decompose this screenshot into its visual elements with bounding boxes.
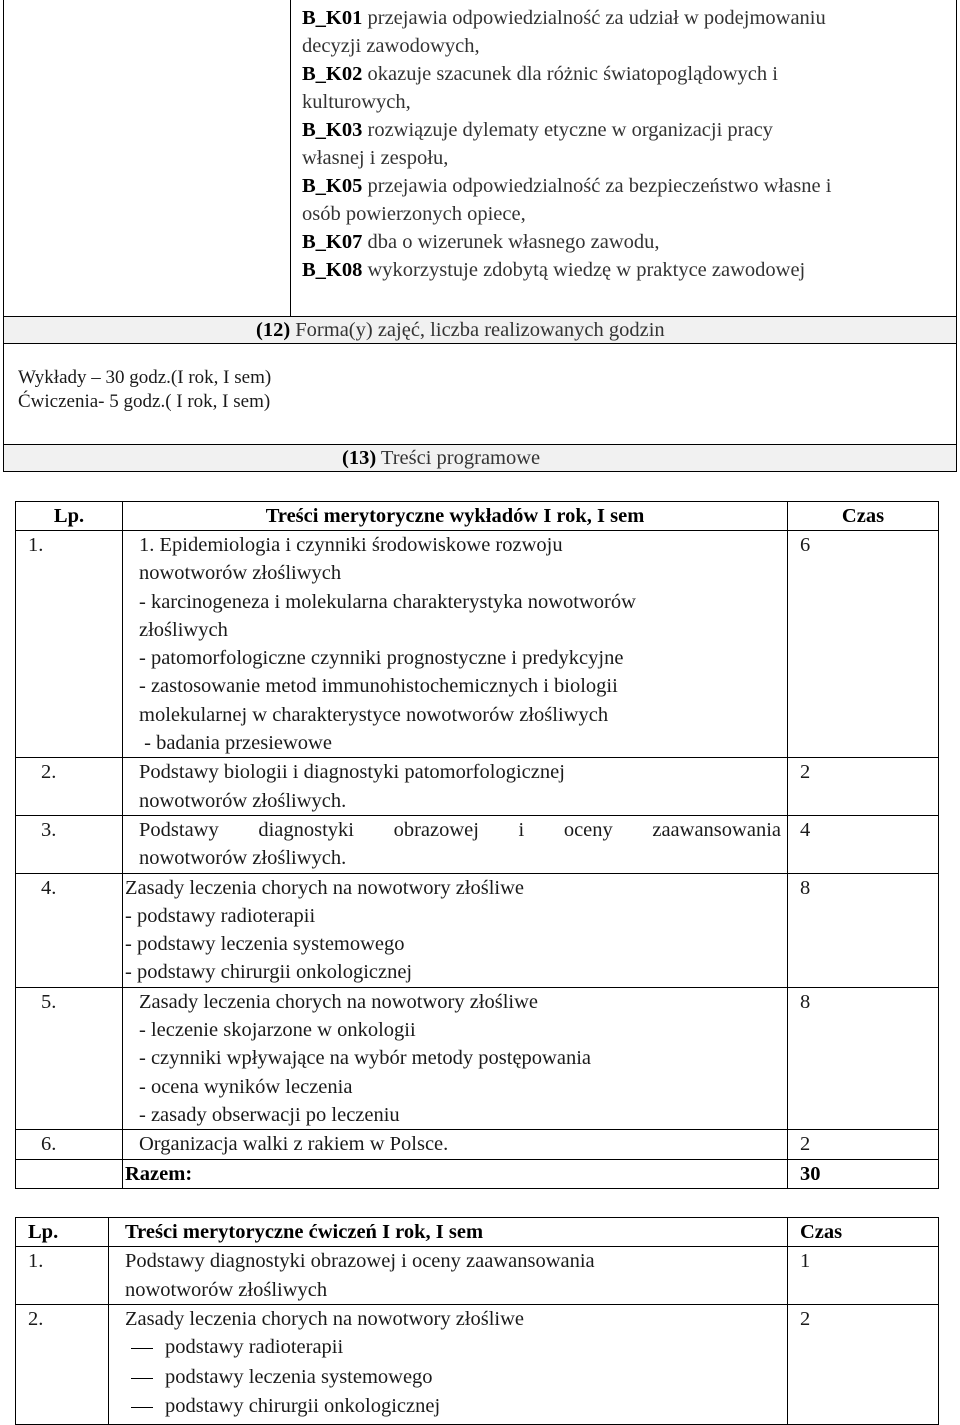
table-row [16,1304,939,1424]
row-content-line: Podstawy diagnostyki obrazowej i oceny zaawansowania [139,818,781,841]
row-lp: 4. [41,876,57,899]
outcome-line: osób powierzonych opiece, [302,203,526,225]
row-content-line: Zasady leczenia chorych na nowotwory złośliwe [125,876,525,899]
row-content-line: Organizacja walki z rakiem w Polsce. [139,1133,449,1156]
row-content-line: nowotworów złośliwych [139,562,342,585]
header-lp: Lp. [28,1221,59,1243]
row-content-line: - podstawy leczenia systemowego [125,933,405,956]
outcomes-list [302,4,952,284]
section13-title: Treści programowe [380,447,541,469]
lectures-hours: Wykłady – 30 godz.(I rok, I sem) [18,367,272,388]
section12-number: (12) [256,319,291,341]
section12-header [3,317,957,344]
row-content-line: - patomorfologiczne czynniki prognostyczne i predykcyjne [139,647,624,670]
table-row [16,815,939,873]
row-content-line: - podstawy radioterapii [125,904,316,927]
row-content-line: 1. Epidemiologia i czynniki środowiskowe rozwoju [139,534,563,556]
row-lp: 2. [41,761,57,784]
outcomes-divider [290,0,291,317]
table-row [16,873,939,987]
row-content-line: nowotworów złośliwych. [139,789,347,812]
row-lp: 1. [28,534,44,556]
outcome-line: decyzji zawodowych, [302,35,480,57]
outcome-line: B_K08 wykorzystuje zdobytą wiedzę w praktyce zawodowej [302,259,806,281]
table-header-row [16,502,939,531]
exercises-hours: Ćwiczenia- 5 godz.( I rok, I sem) [18,391,271,412]
outcome-line: B_K07 dba o wizerunek własnego zawodu, [302,231,660,253]
row-content-line: - leczenie skojarzone w onkologii [139,1019,416,1042]
row-lp: 3. [41,818,57,841]
section12-title: Forma(y) zajęć, liczba realizowanych godzin [295,319,665,341]
row-lp: 6. [41,1133,57,1156]
row-content-line: Podstawy diagnostyki obrazowej i oceny zaawansowania [125,1250,595,1273]
exercises-table [15,1217,939,1425]
outcome-line: kulturowych, [302,91,411,113]
table-total-row [16,1159,939,1188]
row-content-line: złośliwych [139,618,228,641]
row-content-line: Podstawy biologii i diagnostyki patomorfologicznej [139,761,565,784]
header-content: Treści merytoryczne wykładów I rok, I sem [265,505,645,527]
row-content-line: - zasady obserwacji po leczeniu [139,1103,400,1126]
row-time: 1 [800,1250,811,1273]
outcome-line: własnej i zespołu, [302,147,449,169]
row-content-line: nowotworów złośliwych. [139,847,347,870]
dash-list-item: podstawy leczenia systemowego [109,1363,781,1393]
row-content-line: - podstawy chirurgii onkologicznej [125,961,413,984]
row-content-line: molekularnej w charakterystyce nowotworów złośliwych [139,703,609,726]
header-time: Czas [841,505,885,527]
dash-list-item: podstawy radioterapii [109,1333,781,1363]
row-time: 2 [800,1133,811,1156]
dash-list-item: podstawy chirurgii onkologicznej [109,1392,781,1422]
row-time: 6 [800,534,811,556]
section13-number: (13) [342,447,377,469]
total-label: Razem: [125,1162,193,1185]
row-time: 2 [800,761,811,784]
row-content-line: - zastosowanie metod immunohistochemicznych i biologii [139,675,618,698]
outcome-line: B_K01 przejawia odpowiedzialność za udział w podejmowaniu [302,7,826,29]
header-lp: Lp. [53,505,85,527]
table-row [16,987,939,1129]
outcome-line: B_K03 rozwiązuje dylematy etyczne w organizacji pracy [302,119,773,141]
outcome-line: B_K05 przejawia odpowiedzialność za bezpieczeństwo własne i [302,175,832,197]
table-row [16,758,939,816]
section12-body [3,344,957,445]
header-content: Treści merytoryczne ćwiczeń I rok, I sem [125,1221,484,1243]
table-row [16,1247,939,1305]
row-lp: 5. [41,990,57,1013]
row-time: 2 [800,1307,811,1330]
row-content-line: Zasady leczenia chorych na nowotwory złośliwe [125,1307,525,1330]
outcome-line: B_K02 okazuje szacunek dla różnic światopoglądowych i [302,63,778,85]
row-lp: 2. [28,1307,44,1330]
total-value: 30 [800,1162,821,1185]
row-content-line: - czynniki wpływające na wybór metody postępowania [139,1047,592,1070]
table-row [16,1130,939,1159]
section13-header [3,444,957,472]
row-content-line: Zasady leczenia chorych na nowotwory złośliwe [139,990,539,1013]
table-header-row [16,1218,939,1247]
lectures-table [15,501,939,1189]
row-time: 4 [800,818,811,841]
row-time: 8 [800,876,811,899]
row-content-line: nowotworów złośliwych [125,1278,328,1301]
row-content-line: - ocena wyników leczenia [139,1075,353,1098]
row-lp: 1. [28,1250,44,1273]
row-content-line: - badania przesiewowe [139,732,332,755]
header-time: Czas [800,1221,843,1243]
row-content-line: - karcinogeneza i molekularna charakterystyka nowotworów [139,590,636,613]
table-row [16,531,939,758]
row-time: 8 [800,990,811,1013]
